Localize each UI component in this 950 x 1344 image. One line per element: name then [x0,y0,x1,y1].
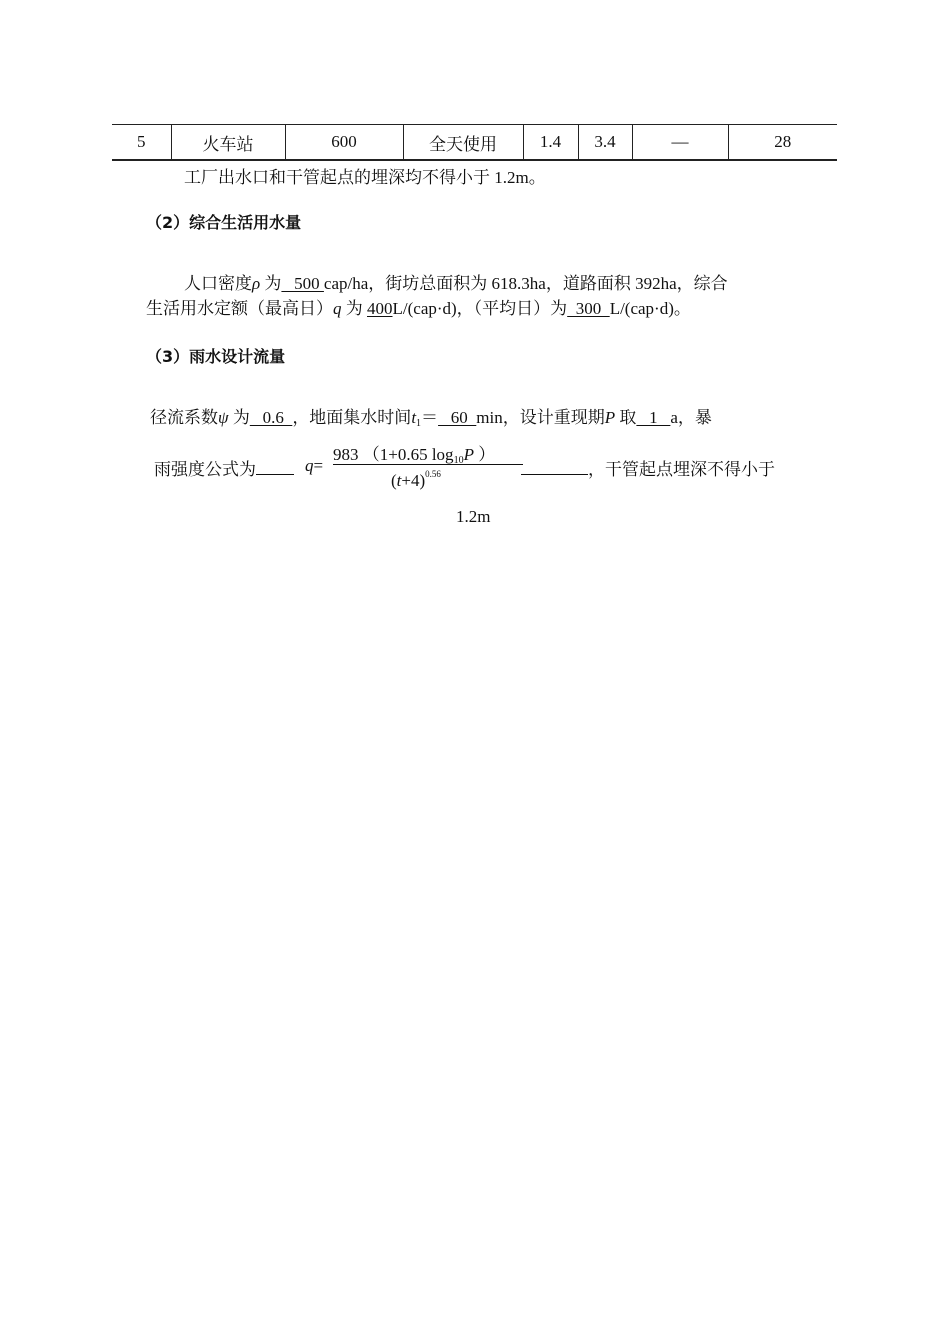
formula-t-symbol: t [396,471,402,490]
text-segment: L/(cap·d)。 [609,299,691,318]
text-segment: ，干管起点埋深不得小于 [588,460,775,479]
quota-max-value: 400 [367,299,393,318]
text-segment: 983 （1+0.65 log [333,445,454,464]
section-2-line-1 [184,272,728,296]
text-segment: 径流系数 [150,408,218,427]
formula-numerator [333,440,495,466]
text-segment: 为 [228,408,250,427]
section-3-line-1 [150,406,712,436]
text-segment: 雨强度公式为 [154,460,256,479]
p-symbol: P [604,408,616,427]
rain-intensity-formula [305,440,525,492]
text-segment: L/(cap·d)，（平均日）为 [392,299,568,318]
text-segment: min，设计重现期 [476,408,605,427]
formula-q-symbol: q [305,456,314,475]
density-value: 500 [281,274,324,293]
section-2-line-2 [146,297,691,321]
quota-avg-value: 300 [567,299,610,318]
formula-exponent: 0.56 [425,469,441,479]
formula-blank-right [521,456,588,475]
section-3-line-2-suffix [521,456,775,482]
section-3-line-3: 1.2m [456,507,491,526]
log-base: 10 [453,455,464,466]
table-row [112,125,837,161]
text-segment: 生活用水定额（最高日） [146,299,333,318]
text-segment: a，暴 [670,408,712,427]
text-segment: 为 [341,299,367,318]
section-2-heading: （2）综合生活用水量 [146,213,302,232]
text-segment: ( [391,471,397,490]
formula-denominator [391,469,441,491]
runoff-coef-value: 0.6 [249,408,293,427]
fraction-bar [333,464,523,465]
psi-symbol: ψ [218,408,229,427]
table-cell-coef-a: 1.4 [523,125,578,161]
formula-p-symbol: P [463,445,474,464]
t-subscript: 1 [416,418,422,429]
text-segment: ，地面集水时间 [292,408,412,427]
text-segment: 取 [615,408,637,427]
text-segment: 为 [260,274,282,293]
q-symbol: q [333,299,342,318]
text-segment: +4) [401,471,426,490]
table-cell-index: 5 [112,125,171,161]
rho-symbol: ρ [252,274,261,293]
table-cell-dash: — [632,125,728,161]
formula-lhs [305,456,323,476]
formula-blank-left [256,456,294,475]
collect-time-value: 60 [438,408,477,427]
note-paragraph: 工厂出水口和干管起点的埋深均不得小于 1.2m。 [184,168,546,187]
table-cell-usage: 全天使用 [403,125,523,161]
text-segment: ＝ [421,408,439,427]
text-segment: 人口密度 [184,274,252,293]
table-cell-amount: 600 [285,125,403,161]
section-3-line-2-prefix [154,456,294,482]
t-symbol: t [411,408,417,427]
return-period-value: 1 [636,408,671,427]
table-cell-coef-b: 3.4 [578,125,632,161]
table-cell-name: 火车站 [171,125,285,161]
text-segment: cap/ha，街坊总面积为 618.3ha，道路面积 392ha，综合 [323,274,728,293]
text-segment: ） [473,445,496,464]
section-3-heading: （3）雨水设计流量 [146,347,286,366]
table-cell-value: 28 [728,125,837,161]
station-table [112,124,837,161]
formula-equals: = [313,456,324,475]
